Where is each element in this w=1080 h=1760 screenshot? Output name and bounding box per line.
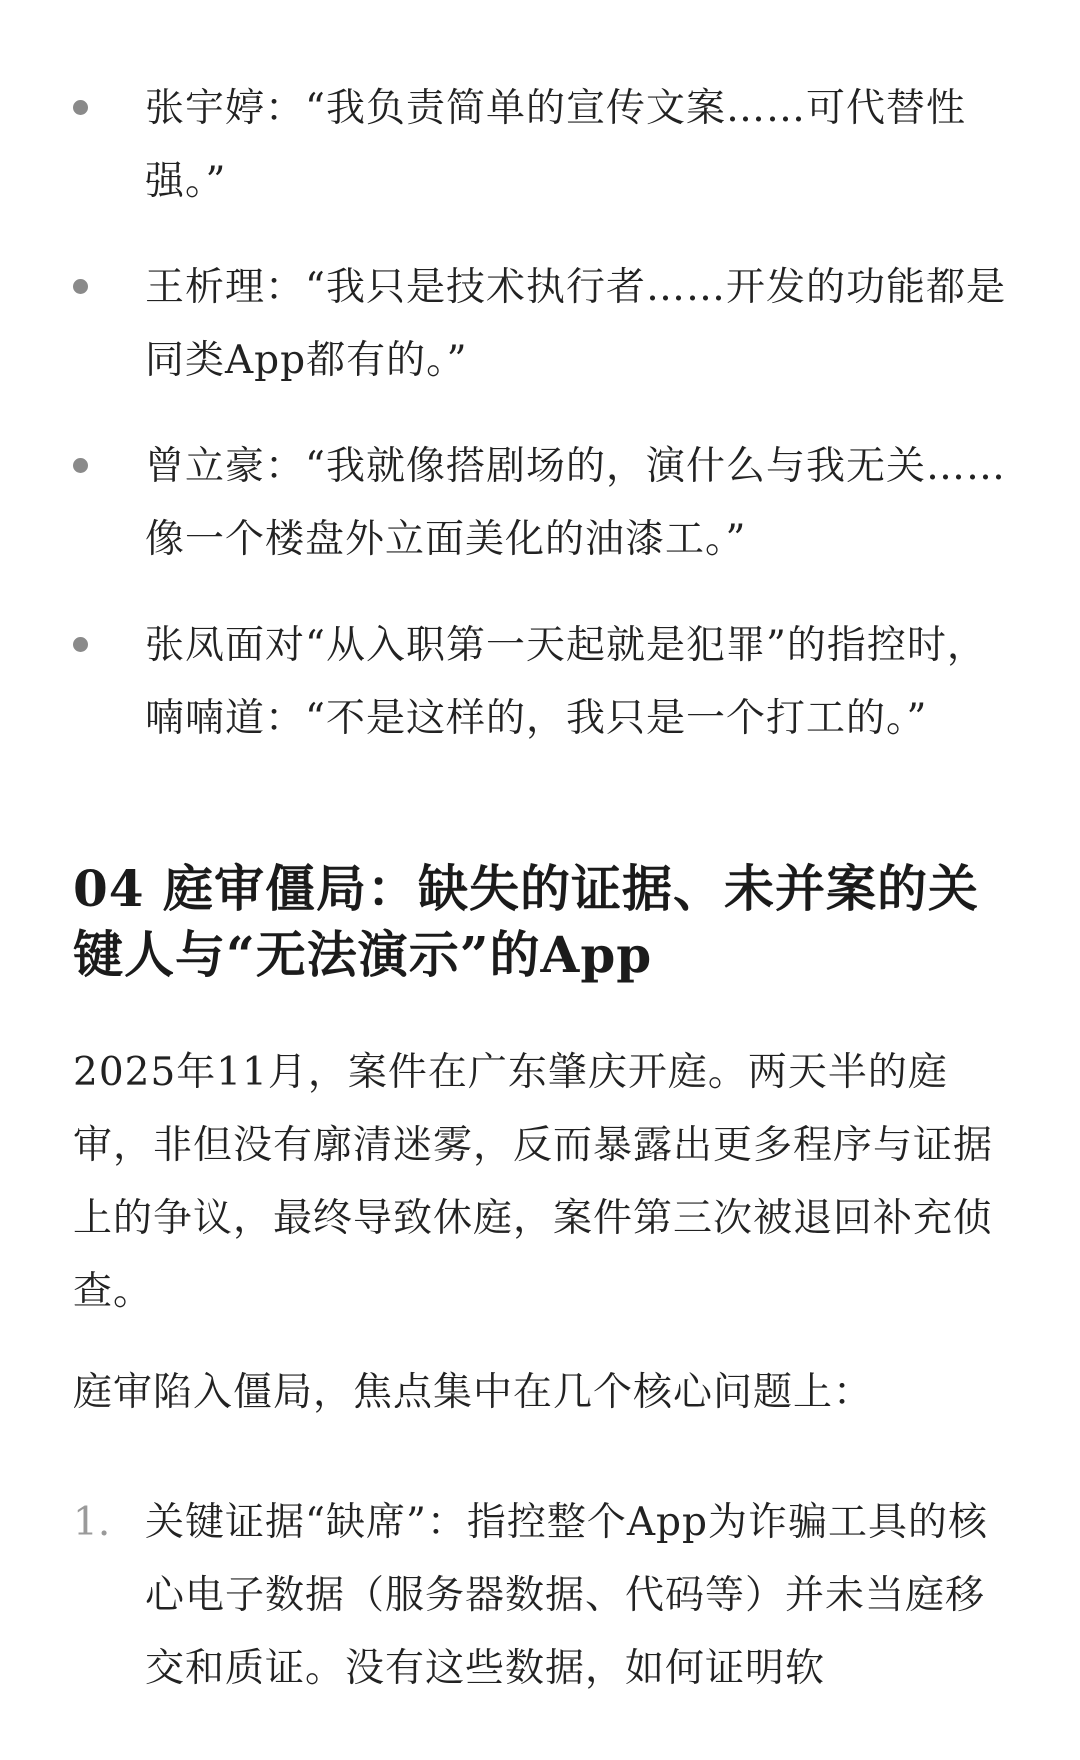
defendant-statements-list — [0, 72, 1080, 788]
list-item — [0, 1486, 1080, 1705]
issue-text: 关键证据“缺席”：指控整个App为诈骗工具的核心电子数据（服务器数据、代码等）并未当庭移交和质证。没有这些数据，如何证明软 — [145, 1500, 988, 1691]
body-paragraph: 庭审陷入僵局，焦点集中在几个核心问题上： — [73, 1370, 874, 1415]
statement-text: 王析理：“我只是技术执行者……开发的功能都是同类App都有的。” — [145, 265, 1006, 383]
list-item — [0, 430, 1080, 576]
bullet-dot-icon — [73, 637, 88, 652]
bullet-dot-icon — [73, 100, 88, 115]
statement-text: 曾立豪：“我就像搭剧场的，演什么与我无关……像一个楼盘外立面美化的油漆工。” — [145, 444, 1006, 562]
body-paragraph: 2025年11月，案件在广东肇庆开庭。两天半的庭审，非但没有廓清迷雾，反而暴露出更多程序与证据上的争议，最终导致休庭，案件第三次被退回补充侦查。 — [73, 1050, 994, 1314]
statement-text: 张宇婷：“我负责简单的宣传文案……可代替性强。” — [145, 86, 966, 204]
list-item — [0, 251, 1080, 397]
list-item — [0, 609, 1080, 755]
list-number: 1. — [73, 1500, 111, 1545]
statement-text: 张凤面对“从入职第一天起就是犯罪”的指控时，喃喃道：“不是这样的，我只是一个打工的。” — [145, 623, 987, 741]
bullet-dot-icon — [73, 458, 88, 473]
list-item — [0, 72, 1080, 218]
section-heading: 04 庭审僵局：缺失的证据、未并案的关键人与“无法演示”的App — [73, 859, 979, 984]
core-issues-list — [0, 1486, 1080, 1705]
bullet-dot-icon — [73, 279, 88, 294]
